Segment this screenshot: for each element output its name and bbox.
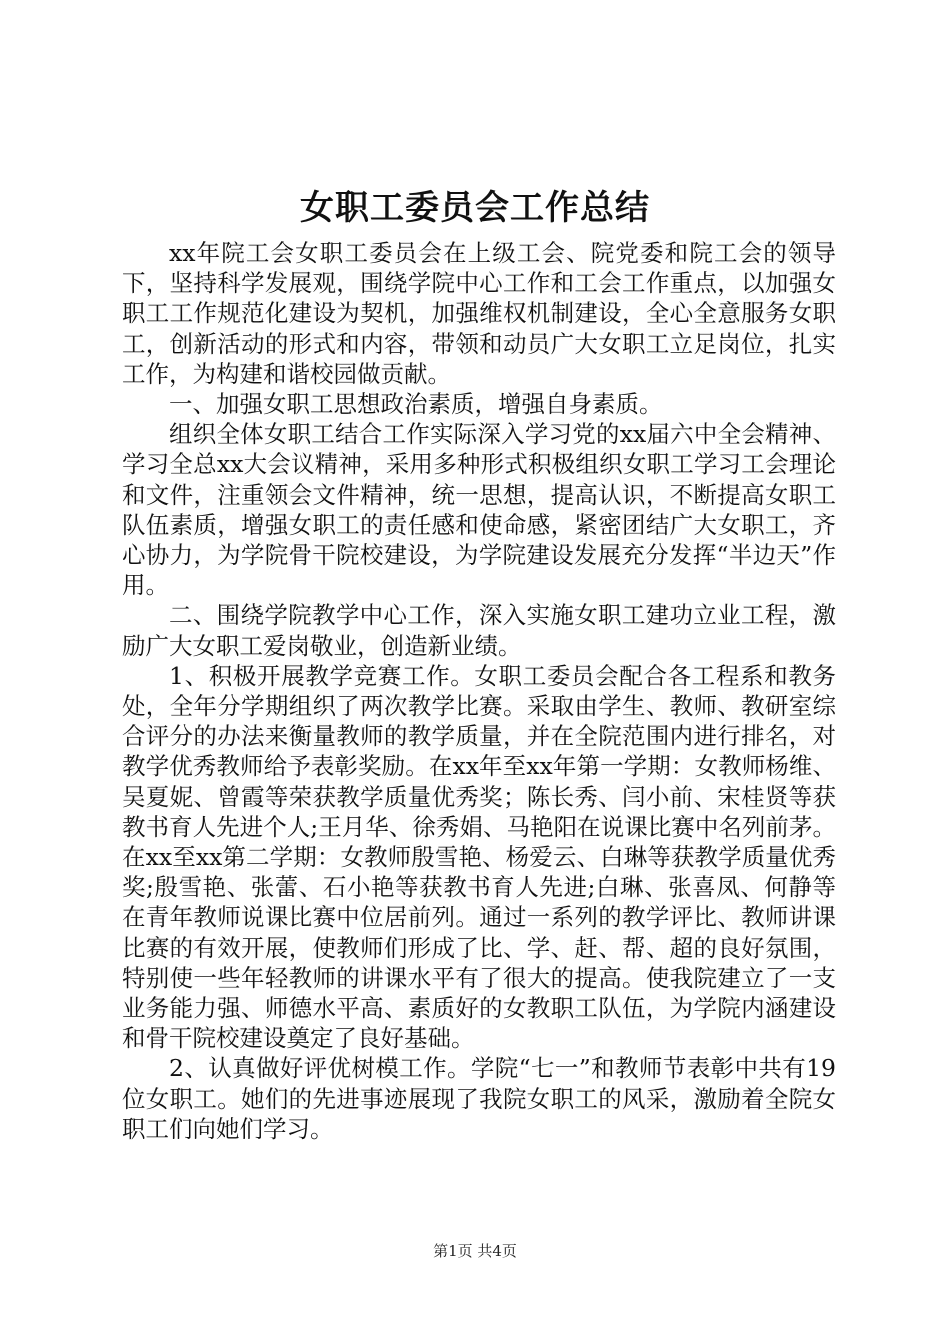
section-heading-1: 一、加强女职工思想政治素质，增强自身素质。 xyxy=(169,390,663,419)
paragraph-intro: xx年院工会女职工委员会在上级工会、院党委和院工会的领导下，坚持科学发展观，围绕学院中心工作和工会工作重点，以加强女职工工作规范化建设为契机，加强维权机制建设，全心全意服务女职工，创新活动的形式和内容，带领和动员广大女职工立足岗位，扎实工作，为构建和谐校园做贡献。 xyxy=(122,239,836,388)
paragraph-item-2: 2、认真做好评优树模工作。学院“七一”和教师节表彰中共有19位女职工。她们的先进事迹展现了我院女职工的风采，激励着全院女职工们向她们学习。 xyxy=(122,1054,836,1143)
paragraph-item-1: 1、积极开展教学竞赛工作。女职工委员会配合各工程系和教务处，全年分学期组织了两次教学比赛。采取由学生、教师、教研室综合评分的办法来衡量教师的教学质量，并在全院范围内进行排名，对教学优秀教师给予表彰奖励。在xx年至xx年第一学期：女教师杨维、吴夏妮、曾霞等荣获教学质量优秀奖；陈长秀、闫小前、宋桂贤等获教书育人先进个人;王月华、徐秀娟、马艳阳在说课比赛中名列前茅。在xx至xx第二学期：女教师殷雪艳、杨爱云、白琳等获教学质量优秀奖;殷雪艳、张蕾、石小艳等获教书育人先进;白琳、张喜凤、何静等在青年教师说课比赛中位居前列。通过一系列的教学评比、教师讲课比赛的有效开展，使教师们形成了比、学、赶、帮、超的良好氛围，特别使一些年轻教师的讲课水平有了很大的提高。使我院建立了一支业务能力强、师德水平高、素质好的女教职工队伍，为学院内涵建设和骨干院校建设奠定了良好基础。 xyxy=(122,661,836,1053)
document-title: 女职工委员会工作总结 xyxy=(300,188,650,228)
document-body xyxy=(122,238,836,1144)
page-number-footer: 第1页 共4页 xyxy=(433,1242,517,1260)
section-heading-2: 二、围绕学院教学中心工作，深入实施女职工建功立业工程，激励广大女职工爱岗敬业，创造新业绩。 xyxy=(122,601,836,660)
paragraph-section-1: 组织全体女职工结合工作实际深入学习党的xx届六中全会精神、学习全总xx大会议精神，采用多种形式积极组织女职工学习工会理论和文件，注重领会文件精神，统一思想，提高认识，不断提高女职工队伍素质，增强女职工的责任感和使命感，紧密团结广大女职工，齐心协力，为学院骨干院校建设，为学院建设发展充分发挥“半边天”作用。 xyxy=(122,420,836,600)
